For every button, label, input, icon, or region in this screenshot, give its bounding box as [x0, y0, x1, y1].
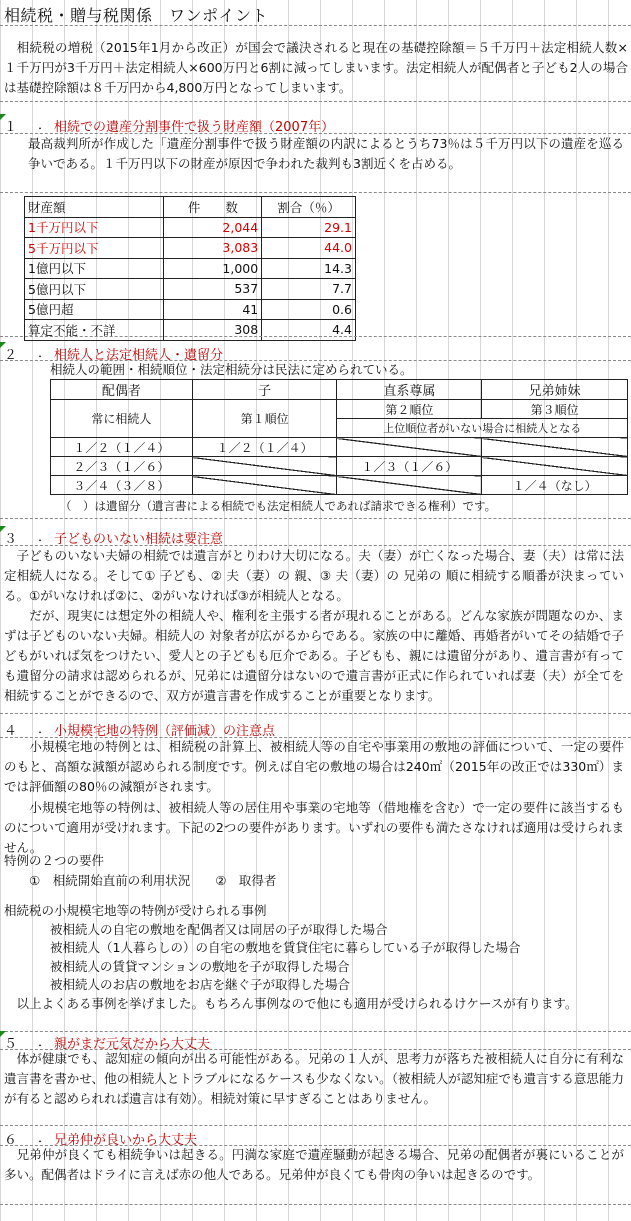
section-3-paragraph-1: 子どものいない夫婦の相続では遺言がとりわけ大切になる。夫（妻）が亡くなった場合、妻（夫）は常に法定相続人になる。そして① 子ども、② 夫（妻）の 親、③ 夫（妻）の 兄弟の 順に相続する順番が決まっている。①がいなければ②に、②がいなければ③が相続人となる。: [4, 548, 624, 603]
section-dot: ．: [38, 722, 52, 737]
row-ratio: 29.1: [262, 217, 356, 238]
section-number: ５: [4, 1037, 18, 1052]
header-count: 件 数: [164, 197, 262, 218]
section-4-paragraph-2: 小規模宅地等の特例は、被相続人等の居住用や事業の宅地等（借地権を含む）で一定の要件に該当するものについて適用が受けれます。下記の2つの要件があります。いずれの要件も満たさなければ適用は受けられません。: [4, 800, 624, 855]
row-label: 算定不能・不詳: [25, 320, 164, 341]
col-parent: 直系尊属: [337, 380, 482, 400]
row-label: 1千万円以下: [25, 217, 164, 238]
estate-amount-table: [24, 196, 356, 341]
section-dot: ．: [38, 118, 52, 133]
section-1-text: 最高裁判所が作成した「遺産分割事件で扱う財産額の内訳によるとうち73％は５千万円以下の遺産を巡る争いである。１千万円以下の財産が原因で争われた裁判も3割近くを占める。: [28, 136, 624, 171]
row-ratio: 4.4: [262, 320, 356, 341]
table-header-row: [25, 197, 356, 218]
share-sibling-3: １／４（なし）: [482, 476, 628, 495]
row-label: 1億円以下: [25, 258, 164, 279]
share-child-1: １／２（１／４）: [192, 438, 337, 457]
section-6-heading: [0, 1127, 631, 1147]
header-amount: 財産額: [25, 197, 164, 218]
section-2-lead: 相続人の範囲・相続順位・法定相続分は民法に定められている。: [50, 362, 413, 377]
requirements-title: 特例の２つの要件: [4, 853, 105, 868]
section-number: ４: [4, 724, 18, 739]
empty-cell: [337, 476, 482, 495]
section-1-heading: [0, 114, 631, 134]
share-spouse-2: ２／３（１／６）: [51, 457, 193, 476]
row-count: 3,083: [164, 238, 262, 259]
page-title: 相続税・贈与税関係 ワンポイント: [4, 6, 269, 25]
section-2-heading: [0, 342, 631, 362]
section-4-closing: 以上よくある事例を挙げました。もちろん事例なので他にも適用が受けられるけケースが有ります。: [4, 996, 578, 1011]
col-sibling: 兄弟姉妹: [482, 380, 628, 400]
row-ratio: 44.0: [262, 238, 356, 259]
section-number: ６: [4, 1133, 18, 1148]
section-title: 兄弟仲が良いから大丈夫: [54, 1133, 198, 1148]
empty-cell: [482, 438, 628, 457]
section-2-footnote: （ ）は遺留分（遺言書による相続でも法定相続人であれば請求できる権利）です。: [60, 499, 497, 513]
section-4-paragraph-1: 小規模宅地の特例とは、相続税の計算上、被相続人等の自宅や事業用の敷地の評価について、一定の要件のもと、高額な減額が認められる制度です。例えば自宅の敷地の場合は240㎡（2015年の改正では330㎡）までは評価額の80％の減額がされます。: [4, 739, 624, 794]
table-row: [25, 279, 356, 300]
section-3-heading: [0, 526, 631, 546]
table-row: [25, 238, 356, 259]
row-count: 537: [164, 279, 262, 300]
row-label: 5千万円以下: [25, 238, 164, 259]
header-ratio: 割合（％）: [262, 197, 356, 218]
section-dot: ．: [38, 1131, 52, 1146]
case-item: 被相続人の自宅の敷地を配偶者又は同居の子が取得した場合: [50, 922, 388, 937]
section-title: 親がまだ元気だから大丈夫: [54, 1037, 211, 1052]
share-spouse-1: １／２（１／４）: [51, 438, 193, 457]
col-child: 子: [192, 380, 337, 400]
table-row: [25, 299, 356, 320]
empty-cell: [337, 438, 482, 457]
row-count: 308: [164, 320, 262, 341]
case-item: 被相続人のお店の敷地をお店を継ぐ子が取得した場合: [50, 977, 351, 992]
section-3-paragraph-2: だが、現実には想定外の相続人や、権利を主張する者が現れることがある。どんな家族が問題なのか、まずは子どものいない夫婦。相続人の 対象者が広がるからである。家族の中に離婚、再婚者がいてその結婚で子どもがいれば気をつけたい、愛人との子どもも厄介である。子どもも、親には遺留分があり、遺言書が有っても遺留分の請求は認められるが、兄弟には遺留分はないので遺言書が正式に作られていれば妻（夫）が全てを相続することができるので、双方が遺言書を作成することが重要となります。: [4, 608, 624, 703]
cases-title: 相続税の小規模宅地等の特例が受けられる事例: [4, 903, 267, 918]
share-spouse-3: ３／４（３／８）: [51, 476, 193, 495]
section-number: ３: [4, 532, 18, 547]
section-number: １: [4, 120, 18, 135]
section-5-paragraph: 体が健康でも、認知症の傾向が出る可能性がある。兄弟の１人が、思考力が落ちた被相続人に自分に有利な遺言書を書かせ、他の相続人とトラブルになるケースも少なくない。（被相続人が認知症でも遺言する意思能力が有ると認められれば遺言は有効）。相続対策に早すぎることはありません。: [4, 1051, 624, 1106]
section-title: 小規模宅地の特例（評価減）の注意点: [54, 724, 276, 739]
section-4-heading: [0, 718, 631, 738]
section-6-paragraph: 兄弟仲が良くても相続争いは起きる。円満な家庭で遺産騒動が起きる場合、兄弟の配偶者が裏にいることが多い。配偶者はドライに言えば赤の他人である。兄弟仲が良くても骨肉の争いは起きるのです。: [4, 1147, 624, 1182]
col-spouse: 配偶者: [51, 380, 193, 400]
section-dot: ．: [38, 346, 52, 361]
empty-cell: [192, 476, 337, 495]
case-item: 被相続人の賃貸マンションの敷地を子が取得した場合: [50, 959, 350, 974]
section-dot: ．: [38, 1035, 52, 1050]
row-ratio: 7.7: [262, 279, 356, 300]
row-count: 1,000: [164, 258, 262, 279]
section-number: ２: [4, 348, 18, 363]
table-row: [25, 258, 356, 279]
table-row: [25, 217, 356, 238]
row-count: 41: [164, 299, 262, 320]
upper-rank-note: 上位順位者がいない場合に相続人となる: [337, 419, 628, 438]
parent-rank: 第２順位: [337, 400, 482, 419]
empty-cell: [482, 457, 628, 476]
row-ratio: 0.6: [262, 299, 356, 320]
section-title: 子どものいない相続は要注意: [54, 532, 224, 547]
intro-paragraph: 相続税の増税（2015年1月から改正）が国会で議決されると現在の基礎控除額＝５千万円＋法定相続人数×１千万円が3千万円＋法定相続人×600万円と6割に減ってしまいます。法定相続人が配偶者と子ども2人の場合は基礎控除額は８千万円から4,800万円となってしまいます。: [4, 40, 628, 95]
row-label: 5億円以下: [25, 279, 164, 300]
spouse-always-heir: 常に相続人: [51, 400, 193, 438]
row-count: 2,044: [164, 217, 262, 238]
row-ratio: 14.3: [262, 258, 356, 279]
share-parent-2: １／３（１／６）: [337, 457, 482, 476]
section-dot: ．: [38, 530, 52, 545]
section-5-heading: [0, 1031, 631, 1051]
section-title: 相続での遺産分割事件で扱う財産額（2007年）: [54, 120, 335, 135]
heirs-table: [50, 379, 628, 495]
section-title: 相続人と法定相続人・遺留分: [54, 348, 224, 363]
requirements-items: ① 相続開始直前の利用状況 ② 取得者: [4, 873, 277, 888]
child-rank: 第１順位: [192, 400, 337, 438]
empty-cell: [192, 457, 337, 476]
case-item: 被相続人（1人暮らしの）の自宅の敷地を賃貸住宅に暮らしている子が取得した場合: [50, 940, 521, 955]
row-label: 5億円超: [25, 299, 164, 320]
sibling-rank: 第３順位: [482, 400, 628, 419]
